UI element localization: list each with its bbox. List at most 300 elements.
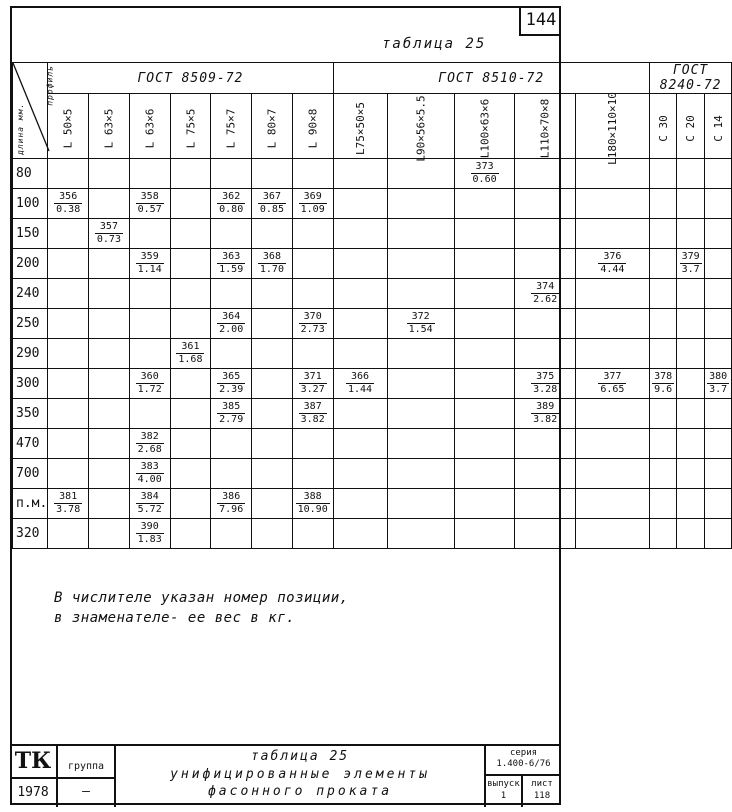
table-cell (333, 459, 387, 489)
table-cell (454, 219, 515, 249)
profile-header (129, 94, 170, 159)
profile-header-row (13, 94, 732, 159)
position-number: 379 (681, 251, 700, 262)
table-cell (170, 159, 211, 189)
table-cell (576, 249, 650, 279)
position-weight-kg: 1.72 (137, 384, 162, 395)
position-weight-kg: 3.27 (300, 384, 325, 395)
position-number: 364 (217, 311, 245, 324)
table-cell (252, 309, 293, 339)
table-cell (48, 309, 89, 339)
table-cell (333, 189, 387, 219)
table-cell (704, 309, 732, 339)
table-cell (211, 459, 252, 489)
table-cell (515, 279, 576, 309)
table-cell (704, 489, 732, 519)
position-number: 385 (217, 401, 245, 414)
position-weight-kg: 7.96 (219, 504, 244, 515)
position-number: 360 (136, 371, 164, 384)
table-cell (129, 309, 170, 339)
table-cell (333, 429, 387, 459)
table-cell (704, 249, 732, 279)
position-number: 356 (54, 191, 82, 204)
table-cell (387, 159, 454, 189)
position-number: 368 (258, 251, 286, 264)
position-number: 383 (136, 461, 164, 474)
position-number: 358 (136, 191, 164, 204)
table-row (13, 309, 732, 339)
table-cell (129, 519, 170, 549)
table-row (13, 429, 732, 459)
table-cell (515, 309, 576, 339)
table-row (13, 249, 732, 279)
position-weight-kg: 4.00 (137, 474, 162, 485)
position-weight (217, 191, 245, 216)
profile-header (252, 94, 293, 159)
table-cell (515, 369, 576, 399)
position-weight (95, 221, 123, 246)
gost-header: ГОСТ 8509-72 (48, 63, 333, 94)
position-weight-kg: 2.00 (219, 324, 244, 335)
table-cell (387, 189, 454, 219)
position-number: 362 (217, 191, 245, 204)
position-weight-kg: 0.85 (259, 204, 284, 215)
profile-label: С 30 (656, 114, 670, 142)
position-weight (136, 191, 164, 216)
table-cell (170, 189, 211, 219)
sheet-value: 118 (533, 791, 551, 801)
table-cell (252, 459, 293, 489)
table-cell (48, 189, 89, 219)
table-row (13, 339, 732, 369)
length-cell: 240 (13, 279, 48, 309)
table-cell (252, 429, 293, 459)
table-cell (387, 249, 454, 279)
table-cell (211, 489, 252, 519)
position-number: 380 (709, 371, 728, 382)
stamp-title-line-2: унифицированные элементы (170, 767, 430, 782)
table-cell (704, 399, 732, 429)
position-number: 367 (258, 191, 286, 204)
table-cell (454, 279, 515, 309)
table-cell (211, 399, 252, 429)
series-label: серия (509, 748, 538, 758)
table-cell (387, 429, 454, 459)
table-cell (211, 189, 252, 219)
table-cell (48, 339, 89, 369)
table-cell (129, 459, 170, 489)
table-cell (677, 189, 705, 219)
position-weight-kg: 5.72 (137, 504, 162, 515)
table-cell (576, 189, 650, 219)
table-cell (252, 339, 293, 369)
table-cell (704, 519, 732, 549)
profile-label: L 50×5 (61, 108, 75, 148)
position-weight-kg: 2.39 (219, 384, 244, 395)
position-weight (136, 431, 164, 456)
table-cell (129, 429, 170, 459)
table-cell (649, 219, 677, 249)
table-cell (211, 159, 252, 189)
table-cell (292, 339, 333, 369)
table-cell (515, 159, 576, 189)
table-caption: таблица 25 (382, 36, 487, 52)
table-cell (129, 189, 170, 219)
table-cell (292, 459, 333, 489)
series-value: 1.400-6/76 (496, 759, 551, 769)
position-weight (176, 341, 204, 366)
profile-label: L 63×5 (102, 108, 116, 148)
table-cell (387, 369, 454, 399)
table-cell (211, 309, 252, 339)
profiles-table (12, 62, 732, 549)
stamp-title-line-1: таблица 25 (250, 749, 350, 764)
position-number: 378 (654, 371, 673, 382)
table-cell (454, 309, 515, 339)
table-cell (649, 399, 677, 429)
position-number: 361 (176, 341, 204, 354)
table-cell (48, 219, 89, 249)
position-number: 386 (217, 491, 245, 504)
position-weight-kg: 2.79 (219, 414, 244, 425)
length-cell: 150 (13, 219, 48, 249)
group-value: — (58, 779, 116, 807)
position-number: 384 (136, 491, 164, 504)
length-cell: 290 (13, 339, 48, 369)
position-number: 370 (299, 311, 327, 324)
position-weight-kg: 10.90 (297, 504, 328, 515)
profile-header (211, 94, 252, 159)
gost-header: ГОСТ 8240-72 (649, 63, 732, 94)
position-weight-kg: 3.7 (681, 264, 700, 275)
position-number: 359 (136, 251, 164, 264)
table-cell (387, 399, 454, 429)
corner-header (13, 63, 55, 159)
table-cell (252, 159, 293, 189)
table-cell (211, 429, 252, 459)
position-weight-kg: 1.09 (300, 204, 325, 215)
table-row (13, 189, 732, 219)
table-cell (292, 399, 333, 429)
table-row (13, 489, 732, 519)
length-cell: 700 (13, 459, 48, 489)
table-cell (515, 219, 576, 249)
table-cell (170, 459, 211, 489)
table-cell (292, 369, 333, 399)
table-cell (576, 399, 650, 429)
table-cell (677, 339, 705, 369)
position-weight (136, 521, 164, 546)
table-cell (333, 219, 387, 249)
table-cell (292, 159, 333, 189)
position-number: 390 (136, 521, 164, 534)
position-weight (136, 251, 164, 276)
position-number: 375 (531, 371, 559, 384)
position-weight-kg: 1.70 (259, 264, 284, 275)
table-cell (649, 519, 677, 549)
table-cell (649, 339, 677, 369)
position-weight-kg: 3.28 (533, 384, 558, 395)
table-cell (252, 489, 293, 519)
table-cell (170, 309, 211, 339)
profile-label: L 75×5 (183, 108, 197, 148)
position-weight-kg: 4.44 (600, 264, 625, 275)
table-cell (649, 489, 677, 519)
table-cell (387, 309, 454, 339)
position-weight (217, 311, 245, 336)
table-cell (252, 219, 293, 249)
position-weight (531, 371, 559, 396)
table-cell (677, 309, 705, 339)
length-cell: 80 (13, 159, 48, 189)
position-number: 377 (598, 371, 626, 384)
position-weight (531, 281, 559, 306)
position-weight-kg: 1.14 (137, 264, 162, 275)
position-weight-kg: 2.73 (300, 324, 325, 335)
table-cell (333, 159, 387, 189)
issue-label: выпуск (487, 779, 520, 789)
table-cell (454, 399, 515, 429)
position-weight (136, 461, 164, 486)
length-cell: 300 (13, 369, 48, 399)
table-cell (48, 249, 89, 279)
table-cell (211, 339, 252, 369)
table-cell (387, 219, 454, 249)
position-weight (531, 401, 559, 426)
table-cell (649, 159, 677, 189)
table-cell (48, 429, 89, 459)
position-weight-kg: 2.68 (137, 444, 162, 455)
table-cell (292, 429, 333, 459)
position-weight (598, 371, 626, 396)
position-weight (258, 191, 286, 216)
table-cell (649, 429, 677, 459)
footnote (54, 588, 349, 628)
table-cell (252, 369, 293, 399)
stamp-title (116, 746, 486, 807)
table-cell (704, 369, 732, 399)
table-cell (292, 189, 333, 219)
table-cell (649, 279, 677, 309)
table-cell (677, 519, 705, 549)
position-weight (54, 491, 82, 516)
table-row (13, 369, 732, 399)
table-cell (576, 279, 650, 309)
table-cell (576, 339, 650, 369)
group-label: группа (58, 746, 116, 779)
table-cell (387, 279, 454, 309)
table-cell (677, 249, 705, 279)
table-cell (454, 339, 515, 369)
page-number: 144 (519, 6, 561, 36)
org-mark: ТК (10, 746, 58, 779)
table-cell (576, 309, 650, 339)
table-cell (333, 309, 387, 339)
position-weight (407, 311, 435, 336)
table-cell (48, 399, 89, 429)
position-number: 369 (299, 191, 327, 204)
table-cell (515, 459, 576, 489)
profile-label: L180×110×10 (605, 91, 619, 165)
table-cell (170, 249, 211, 279)
table-cell (292, 519, 333, 549)
table-cell (48, 369, 89, 399)
table-row (13, 219, 732, 249)
table-cell (89, 429, 130, 459)
position-weight-kg: 0.80 (219, 204, 244, 215)
corner-bottom-label: длина мм. (16, 102, 25, 155)
position-number: 382 (136, 431, 164, 444)
table-cell (576, 219, 650, 249)
profile-header (170, 94, 211, 159)
table-cell (454, 189, 515, 219)
table-cell (170, 219, 211, 249)
title-block (10, 744, 561, 807)
position-number: 376 (598, 251, 626, 264)
profile-label: L 90×8 (306, 108, 320, 148)
table-cell (677, 399, 705, 429)
table-cell (454, 249, 515, 279)
profile-header (89, 94, 130, 159)
position-weight-kg: 9.6 (654, 384, 673, 395)
profile-header (576, 91, 650, 165)
gost-header-row (13, 63, 732, 94)
table-row (13, 459, 732, 489)
stamp-title-line-3: фасонного проката (207, 784, 393, 799)
position-weight (346, 371, 374, 396)
table-cell (333, 489, 387, 519)
table-cell (252, 189, 293, 219)
table-cell (292, 249, 333, 279)
position-weight (598, 251, 626, 276)
table-cell (576, 459, 650, 489)
table-cell (649, 249, 677, 279)
position-number: 374 (531, 281, 559, 294)
position-weight-kg: 1.83 (137, 534, 162, 545)
position-weight-kg: 0.73 (96, 234, 121, 245)
profile-header (704, 94, 732, 159)
table-cell (89, 519, 130, 549)
position-weight-kg: 1.59 (219, 264, 244, 275)
table-cell (129, 249, 170, 279)
table-cell (89, 159, 130, 189)
position-number: 373 (471, 161, 499, 174)
profile-label: L 75×7 (224, 108, 238, 148)
profile-label: L 80×7 (265, 108, 279, 148)
position-weight (217, 371, 245, 396)
table-cell (89, 399, 130, 429)
position-weight (136, 491, 164, 516)
table-cell (333, 339, 387, 369)
position-weight (296, 491, 330, 516)
table-cell (333, 369, 387, 399)
profile-label: L75×50×5 (353, 101, 367, 155)
position-number: 372 (407, 311, 435, 324)
position-number: 387 (299, 401, 327, 414)
table-cell (89, 249, 130, 279)
table-cell (89, 279, 130, 309)
table-cell (292, 309, 333, 339)
table-cell (515, 429, 576, 459)
table-cell (704, 219, 732, 249)
table-cell (576, 489, 650, 519)
table-cell (333, 249, 387, 279)
position-number: 388 (296, 491, 330, 504)
table-cell (515, 249, 576, 279)
position-weight-kg: 0.57 (137, 204, 162, 215)
table-cell (211, 369, 252, 399)
profile-label: L 63×6 (143, 108, 157, 148)
profile-header (677, 94, 705, 159)
table-cell (649, 459, 677, 489)
position-number: 389 (531, 401, 559, 414)
position-weight (217, 251, 245, 276)
table-cell (576, 519, 650, 549)
table-cell (48, 489, 89, 519)
profile-label: L100×63×6 (478, 98, 492, 158)
position-weight (299, 371, 327, 396)
position-weight (299, 401, 327, 426)
table-cell (677, 159, 705, 189)
table-cell (211, 249, 252, 279)
position-number: 357 (95, 221, 123, 234)
position-weight-kg: 1.68 (178, 354, 203, 365)
table-cell (252, 519, 293, 549)
table-cell (454, 459, 515, 489)
table-cell (387, 519, 454, 549)
position-number: 366 (346, 371, 374, 384)
table-cell (129, 219, 170, 249)
table-cell (129, 339, 170, 369)
table-cell (704, 459, 732, 489)
table-cell (677, 279, 705, 309)
table-cell (454, 429, 515, 459)
table-cell (677, 489, 705, 519)
profile-label: С 20 (684, 114, 698, 142)
profile-header (649, 94, 677, 159)
table-cell (170, 399, 211, 429)
table-cell (704, 159, 732, 189)
position-weight (299, 311, 327, 336)
table-cell (89, 189, 130, 219)
position-weight (217, 401, 245, 426)
profile-label: L90×56×5.5 (414, 94, 428, 162)
profile-header (387, 94, 454, 162)
table-cell (454, 489, 515, 519)
table-cell (129, 279, 170, 309)
table-cell (129, 369, 170, 399)
table-cell (170, 279, 211, 309)
table-cell (89, 489, 130, 519)
table-row (13, 399, 732, 429)
position-weight-kg: 0.38 (56, 204, 81, 215)
table-cell (649, 369, 677, 399)
table-cell (677, 219, 705, 249)
table-cell (454, 519, 515, 549)
position-number: 365 (217, 371, 245, 384)
position-weight (299, 191, 327, 216)
table-cell (454, 159, 515, 189)
position-weight (680, 251, 702, 276)
table-cell (515, 489, 576, 519)
position-weight-kg: 3.78 (56, 504, 81, 515)
table-row (13, 279, 732, 309)
table-row (13, 519, 732, 549)
table-cell (387, 459, 454, 489)
table-cell (170, 489, 211, 519)
table-cell (89, 339, 130, 369)
table-cell (454, 369, 515, 399)
